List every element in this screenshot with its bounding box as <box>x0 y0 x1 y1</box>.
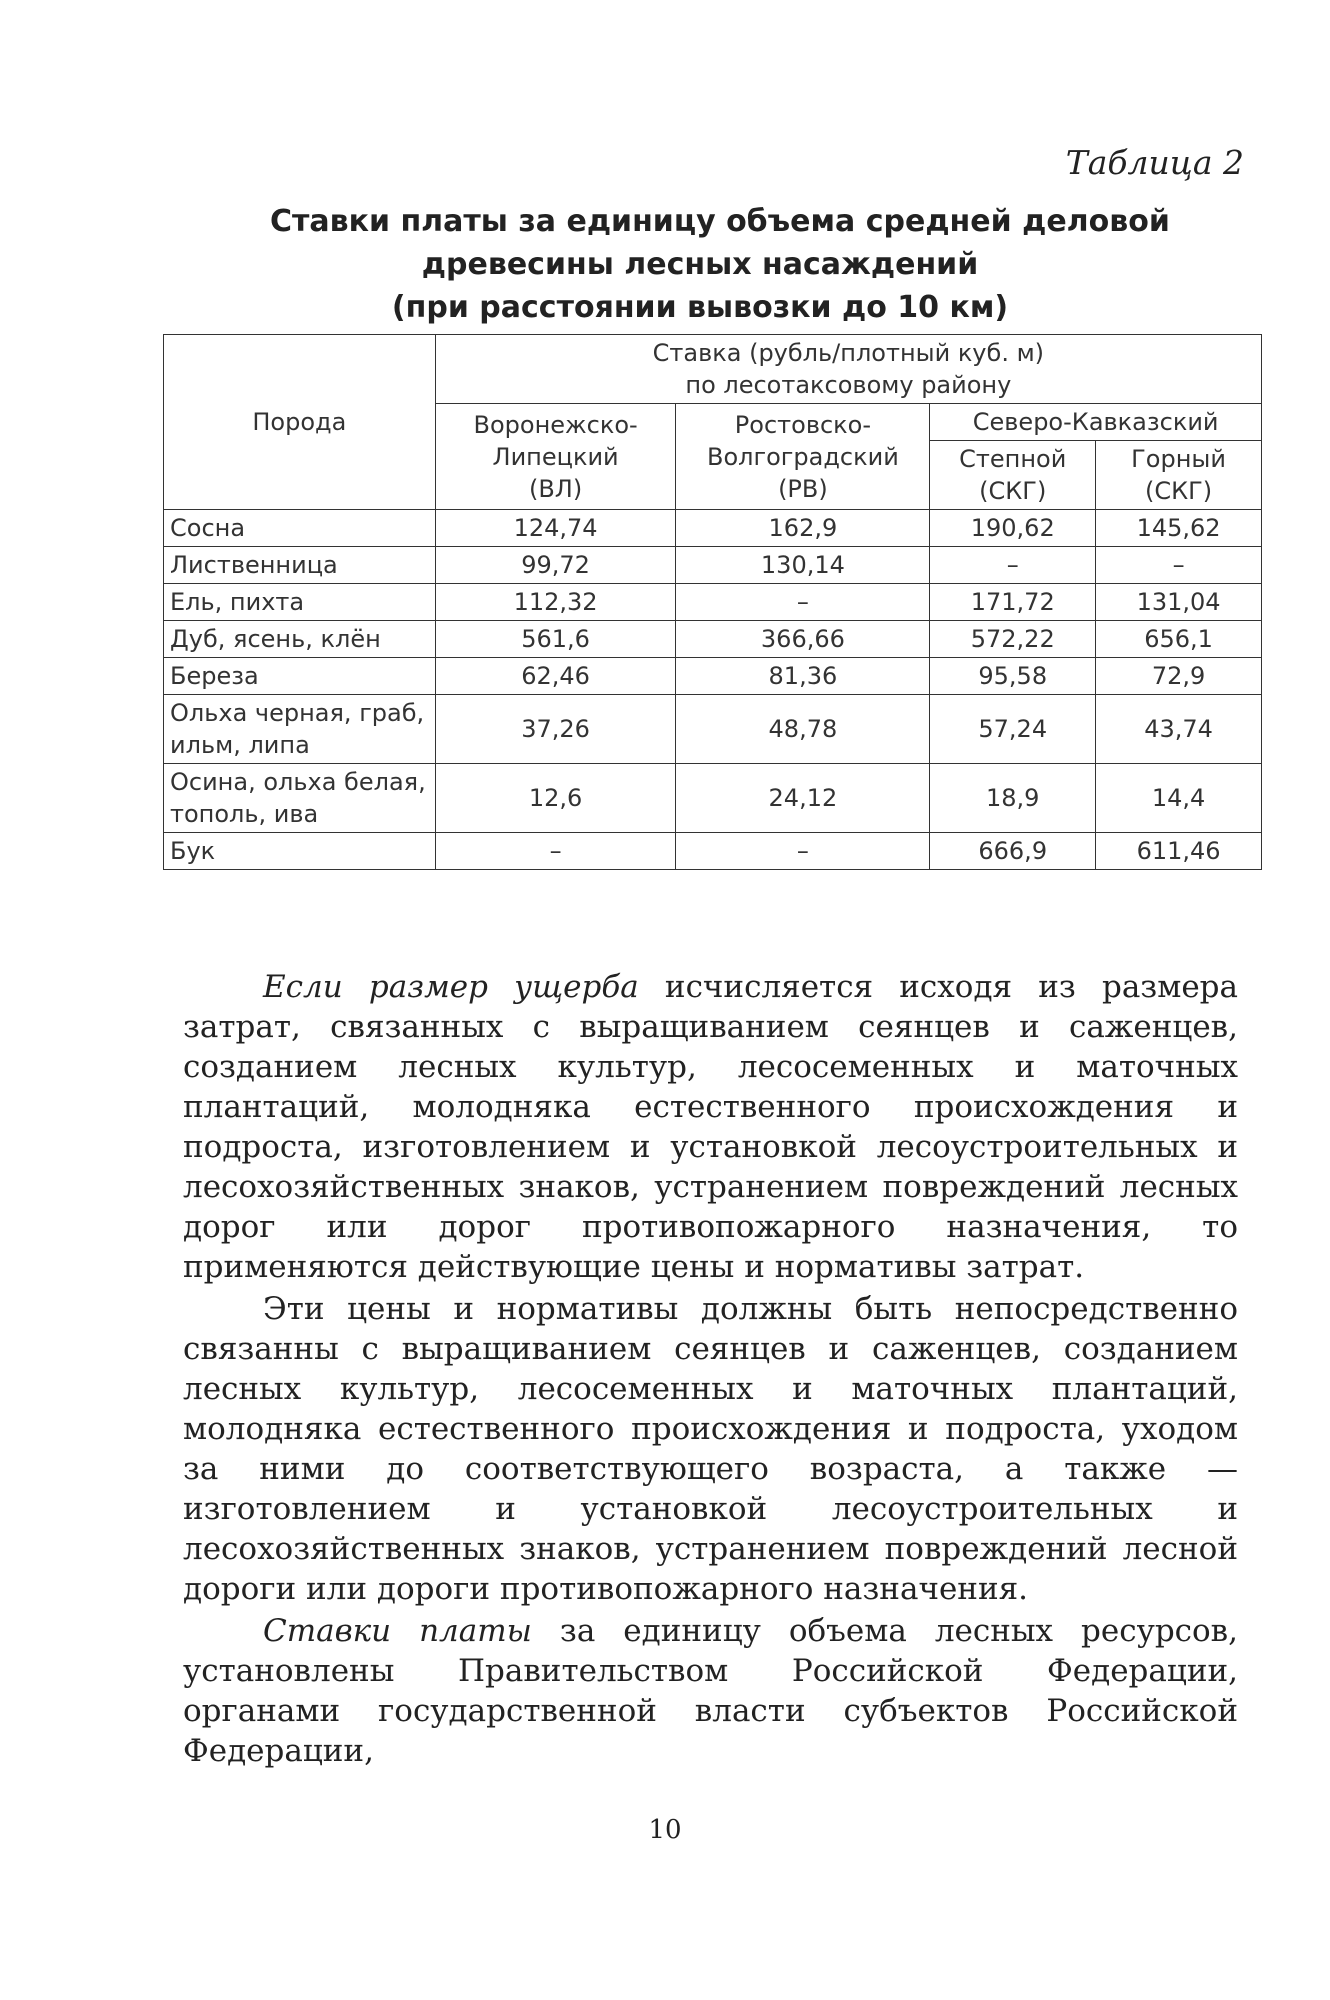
cell-mountain: 72,9 <box>1096 658 1262 695</box>
cell-steppe: 18,9 <box>930 764 1096 833</box>
table-row <box>164 658 1262 695</box>
table-row <box>164 695 1262 764</box>
title-line-2: древесины лесных насаждений <box>421 247 979 282</box>
cell-vl: 37,26 <box>435 695 676 764</box>
cell-rv: 162,9 <box>676 510 930 547</box>
header-vl-line-3: (ВЛ) <box>528 474 583 503</box>
paragraph-2-text: Эти цены и нормативы должны быть непосредственно связанны с выращиванием сеянцев и саженцев, созданием лесных культур, лесосеменных и маточных плантаций, молодняка естественного происхождения и подроста, уходом за ними до соответствующего возраста, а также — изготовлением и установкой лесоустроительных и лесохозяйственных знаков, устранением повреждений лесной дороги или дороги противопожарного назначения. <box>183 1291 1238 1607</box>
cell-species: Ольха черная, граб, ильм, липа <box>164 695 436 764</box>
table-row <box>164 510 1262 547</box>
table-label: Таблица 2 <box>1065 143 1244 182</box>
table-row <box>164 833 1262 870</box>
paragraph-2 <box>183 1289 1238 1609</box>
cell-vl: 124,74 <box>435 510 676 547</box>
header-row-1 <box>164 335 1262 404</box>
cell-steppe: 171,72 <box>930 584 1096 621</box>
cell-rv: 81,36 <box>676 658 930 695</box>
cell-vl: 561,6 <box>435 621 676 658</box>
table-row <box>164 764 1262 833</box>
cell-species: Береза <box>164 658 436 695</box>
header-steppe-line-1: Степной <box>959 445 1067 473</box>
table-row <box>164 584 1262 621</box>
cell-steppe: – <box>930 547 1096 584</box>
cell-species: Сосна <box>164 510 436 547</box>
paragraph-3-emphasis: Ставки платы <box>263 1613 532 1649</box>
cell-mountain: 43,74 <box>1096 695 1262 764</box>
header-rate <box>435 335 1261 404</box>
cell-species: Осина, ольха белая, тополь, ива <box>164 764 436 833</box>
paragraph-3-text: за единицу объема лесных ресурсов, установлены Правительством Российской Федерации, органами государственной власти субъектов Российской Федерации, <box>183 1613 1238 1769</box>
cell-rv: 366,66 <box>676 621 930 658</box>
cell-rv: 48,78 <box>676 695 930 764</box>
cell-mountain: 611,46 <box>1096 833 1262 870</box>
cell-rv: – <box>676 833 930 870</box>
cell-steppe: 57,24 <box>930 695 1096 764</box>
paragraph-1 <box>183 967 1238 1287</box>
paragraph-1-text: исчисляется исходя из размера затрат, связанных с выращиванием сеянцев и саженцев, созданием лесных культур, лесосеменных и маточных плантаций, молодняка естественного происхождения и подроста, изготовлением и установкой лесоустроительных и лесохозяйственных знаков, устранением повреждений лесных дорог или дорог противопожарного назначения, то применяются действующие цены и нормативы затрат. <box>183 969 1238 1285</box>
cell-vl: 62,46 <box>435 658 676 695</box>
header-mountain-line-1: Горный <box>1131 445 1226 473</box>
cell-species: Бук <box>164 833 436 870</box>
paragraph-3 <box>183 1611 1238 1771</box>
cell-mountain: – <box>1096 547 1262 584</box>
cell-steppe: 666,9 <box>930 833 1096 870</box>
cell-steppe: 572,22 <box>930 621 1096 658</box>
cell-mountain: 145,62 <box>1096 510 1262 547</box>
cell-steppe: 95,58 <box>930 658 1096 695</box>
table-row <box>164 547 1262 584</box>
cell-rv: – <box>676 584 930 621</box>
table-row <box>164 621 1262 658</box>
header-rv <box>676 404 930 510</box>
cell-vl: 112,32 <box>435 584 676 621</box>
cell-vl: 99,72 <box>435 547 676 584</box>
cell-species: Лиственница <box>164 547 436 584</box>
header-rate-line-2: по лесотаксовому району <box>685 371 1012 399</box>
cell-mountain: 131,04 <box>1096 584 1262 621</box>
cell-rv: 130,14 <box>676 547 930 584</box>
cell-species: Дуб, ясень, клён <box>164 621 436 658</box>
paragraph-1-emphasis: Если размер ущерба <box>263 969 639 1005</box>
title-line-3: (при расстоянии вывозки до 10 км) <box>391 290 1009 325</box>
header-vl-line-1: Воронежско- <box>473 410 638 439</box>
cell-species: Ель, пихта <box>164 584 436 621</box>
title-line-1: Ставки платы за единицу объема средней деловой <box>270 204 1170 239</box>
cell-mountain: 656,1 <box>1096 621 1262 658</box>
header-steppe <box>930 441 1096 510</box>
header-steppe-line-2: (СКГ) <box>979 477 1047 505</box>
page-number: 10 <box>648 1815 682 1845</box>
cell-vl: – <box>435 833 676 870</box>
header-north-caucasus: Северо-Кавказский <box>930 404 1262 441</box>
header-vl <box>435 404 676 510</box>
header-rate-line-1: Ставка (рубль/плотный куб. м) <box>652 339 1045 367</box>
header-mountain <box>1096 441 1262 510</box>
header-vl-line-2: Липецкий <box>492 442 619 471</box>
header-mountain-line-2: (СКГ) <box>1144 477 1213 505</box>
header-rv-line-2: Волгоградский <box>706 442 899 471</box>
table-title <box>270 200 1170 329</box>
table-body <box>164 510 1262 870</box>
header-species: Порода <box>164 335 436 510</box>
cell-rv: 24,12 <box>676 764 930 833</box>
cell-vl: 12,6 <box>435 764 676 833</box>
header-rv-line-1: Ростовско- <box>734 410 871 439</box>
cell-steppe: 190,62 <box>930 510 1096 547</box>
rates-table <box>163 334 1262 870</box>
header-rv-line-3: (РВ) <box>778 474 828 503</box>
cell-mountain: 14,4 <box>1096 764 1262 833</box>
